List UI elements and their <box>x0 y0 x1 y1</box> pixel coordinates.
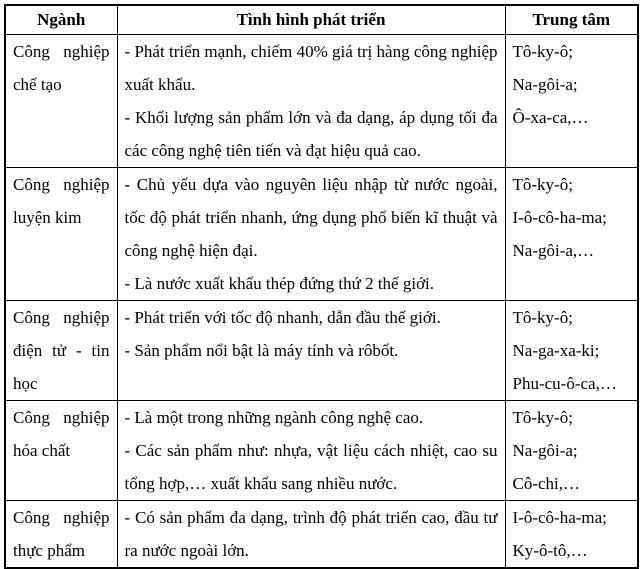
development-item: - Phát triển với tốc độ nhanh, dẫn đầu thế giới. <box>124 308 441 327</box>
table-row-food <box>5 501 638 569</box>
center-item: Cô-chi,… <box>512 474 581 493</box>
sector-label: Công nghiệp hóa chất <box>13 408 110 460</box>
development-item: - Phát triển mạnh, chiếm 40% giá trị hàng công nghiệp xuất khẩu. <box>124 42 498 94</box>
sector-cell <box>5 35 117 168</box>
development-cell <box>117 168 505 301</box>
development-item: - Chủ yếu dựa vào nguyên liệu nhập từ nước ngoài, tốc độ phát triển nhanh, ứng dụng phổ biến kĩ thuật và công nghệ hiện đại. <box>124 175 498 260</box>
centers-cell <box>505 35 638 168</box>
center-item: Phu-cu-ô-ca,… <box>512 374 617 393</box>
header-centers: Trung tâm <box>505 5 638 35</box>
development-item: - Có sản phẩm đa dạng, trình độ phát triển cao, đầu tư ra nước ngoài lớn. <box>124 508 498 560</box>
table-row-metallurgy <box>5 168 638 301</box>
development-item: - Khối lượng sản phẩm lớn và đa dạng, áp dụng tối đa các công nghệ tiên tiến và đạt hiệu quả cao. <box>124 108 498 160</box>
center-item: Ô-xa-ca,… <box>512 108 589 127</box>
center-item: Tô-ky-ô; <box>512 408 573 427</box>
center-item: Na-gôi-a; <box>512 441 578 460</box>
centers-cell <box>505 168 638 301</box>
development-cell <box>117 301 505 401</box>
development-cell <box>117 35 505 168</box>
table-row-manufacturing <box>5 35 638 168</box>
table-row-chemicals <box>5 401 638 501</box>
center-item: I-ô-cô-ha-ma; <box>512 508 607 527</box>
center-item: Tô-ky-ô; <box>512 42 573 61</box>
sector-label: Công nghiệp điện tử - tin học <box>13 308 110 393</box>
sector-cell <box>5 501 117 569</box>
sector-cell <box>5 401 117 501</box>
table-header-row <box>5 5 638 35</box>
center-item: Tô-ky-ô; <box>512 308 573 327</box>
centers-cell <box>505 401 638 501</box>
sector-cell <box>5 301 117 401</box>
centers-cell <box>505 501 638 569</box>
centers-cell <box>505 301 638 401</box>
center-item: I-ô-cô-ha-ma; <box>512 208 607 227</box>
center-item: Na-gôi-a,… <box>512 241 595 260</box>
center-item: Tô-ky-ô; <box>512 175 573 194</box>
center-item: Ky-ô-tô,… <box>512 541 588 560</box>
development-cell <box>117 401 505 501</box>
header-sector: Ngành <box>5 5 117 35</box>
table-row-electronics <box>5 301 638 401</box>
industry-development-table <box>4 4 639 569</box>
development-item: - Các sản phẩm như: nhựa, vật liệu cách nhiệt, cao su tổng hợp,… xuất khẩu sang nhiều nước. <box>124 441 498 493</box>
header-development: Tình hình phát triển <box>117 5 505 35</box>
development-item: - Là một trong những ngành công nghệ cao. <box>124 408 424 427</box>
development-item: - Là nước xuất khẩu thép đứng thứ 2 thế giới. <box>124 274 435 293</box>
development-cell <box>117 501 505 569</box>
center-item: Na-gôi-a; <box>512 75 578 94</box>
sector-label: Công nghiệp chế tạo <box>13 42 110 94</box>
development-item: - Sản phẩm nổi bật là máy tính và rôbốt. <box>124 341 399 360</box>
sector-label: Công nghiệp thực phẩm <box>13 508 110 560</box>
center-item: Na-ga-xa-ki; <box>512 341 600 360</box>
sector-label: Công nghiệp luyện kim <box>13 175 110 227</box>
sector-cell <box>5 168 117 301</box>
